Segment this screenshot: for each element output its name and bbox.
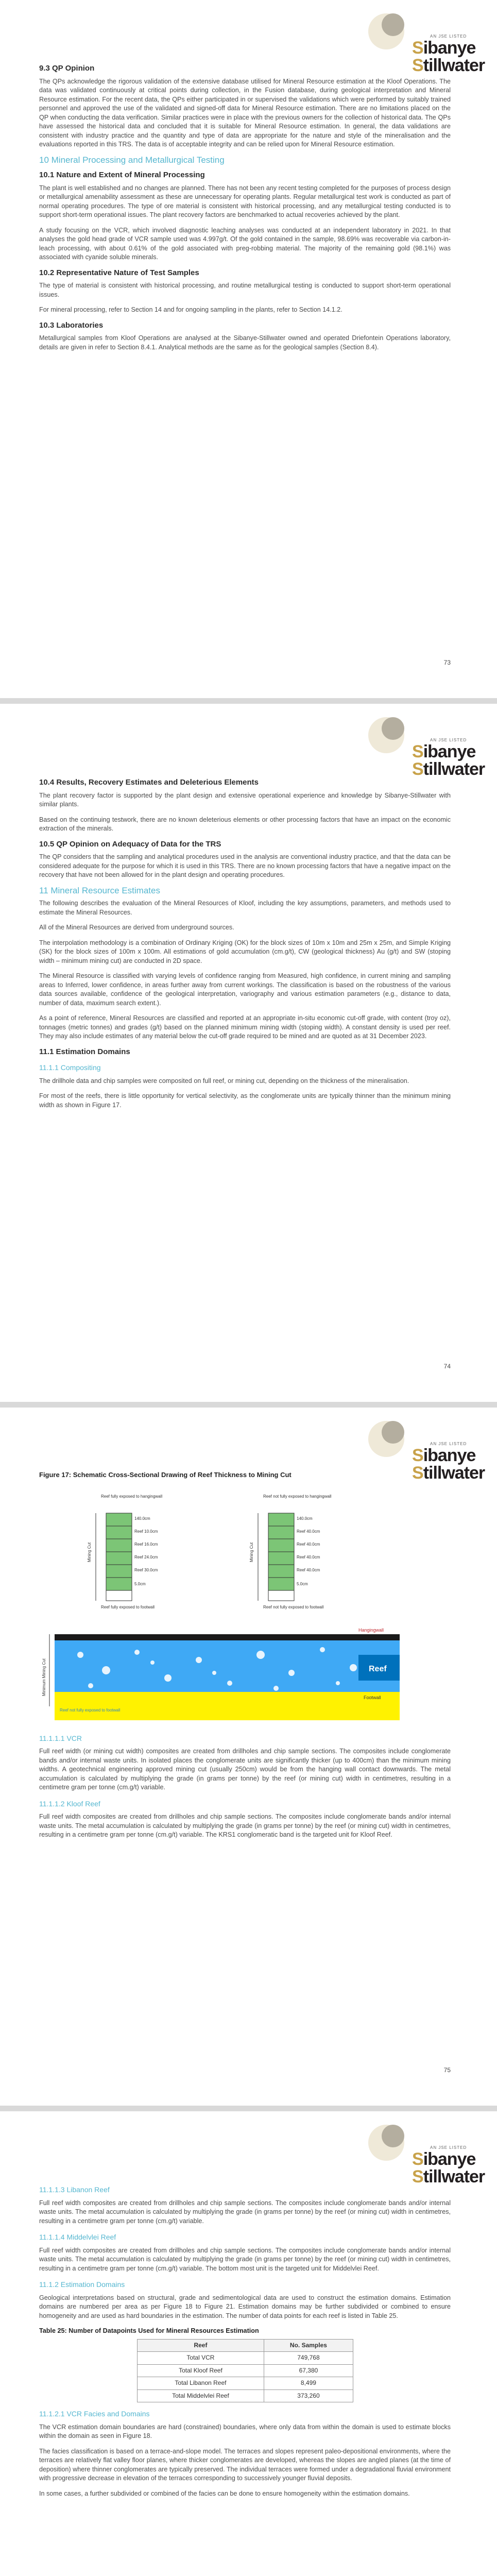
left-top-label: Reef fully exposed to hangingwall xyxy=(101,1494,163,1499)
company-logo: AN JSE LISTED Sibanye Stillwater xyxy=(368,1421,487,1478)
subsection-heading: 10.2 Representative Nature of Test Samples xyxy=(39,268,199,277)
table-cell: 749,768 xyxy=(264,2352,353,2365)
table-cell: Total Kloof Reef xyxy=(137,2364,264,2377)
table-caption: Table 25: Number of Datapoints Used for Mineral Resources Estimation xyxy=(39,2327,259,2334)
subsubsection-heading: 11.1.1.2 Kloof Reef xyxy=(39,1799,100,1808)
paragraph: Based on the continuing testwork, there are no known deleterious elements or other processing factors that have an impact on the economic extraction of the minerals. xyxy=(39,816,451,832)
right-top-label: Reef not fully exposed to hangingwall xyxy=(263,1494,332,1499)
right-bottom-label: Reef not fully exposed to footwall xyxy=(263,1604,324,1609)
table-row xyxy=(137,2377,353,2390)
left-side-label: Mining Cut xyxy=(87,1542,92,1562)
left-level: 5.0cm xyxy=(134,1581,146,1586)
reef-diagram xyxy=(39,1485,451,1727)
paragraph: As a point of reference, Mineral Resources are classified and reported at an appropriate in-situ economic cut-off grade, with content (troy oz), tonnages (metric tonnes) and grades (g/t) based on the planned minimum mining width (stoping width). A constant density is used per reef. They may also include estimates of any material below the cut-off grade required to be mined and are quoted as at 31 December 2023. xyxy=(39,1014,451,1040)
subsection-heading: 10.5 QP Opinion on Adequacy of Data for the TRS xyxy=(39,839,221,849)
paragraph: Full reef width (or mining cut width) composites are created from drillholes and chip sample sections. The composites include conglomerate bands and/or internal waste units. In isolated places the conglomerate units are significantly thicker (up to 400cm) than the minimum mining widths. A geotechnical engineering approved mining cut (usually 250cm) would be from the hanging wall contact downwards. The metal accumulation is calculated by multiplying the grade (in grams per tonne) by the reef (or mining cut) width in centimetres, resulting in a centimetre gram per tonne (cm.g/t) variable. xyxy=(39,1748,451,1791)
page-75 xyxy=(0,1408,497,2106)
table-header: Reef xyxy=(137,2339,264,2352)
left-level: Reef 24.0cm xyxy=(134,1554,158,1560)
subsection-heading: 9.3 QP Opinion xyxy=(39,64,95,73)
subsection-heading: 11.1 Estimation Domains xyxy=(39,1047,130,1056)
paragraph: Geological interpretations based on structural, grade and sedimentological data are used to construct the estimation domains. Estimation domains are numbered per area as per Figure 18 to Figure 21. Estimation domains may be further subdivided or combined to ensure homogeneity and are used as hard boundaries in the estimation. The number of data points for each reef is listed in Table 25. xyxy=(39,2294,451,2319)
table-row xyxy=(137,2389,353,2402)
section-heading: 11 Mineral Resource Estimates xyxy=(39,885,160,895)
page-content xyxy=(39,2178,451,2504)
figure-caption: Figure 17: Schematic Cross-Sectional Drawing of Reef Thickness to Mining Cut xyxy=(39,1471,292,1479)
paragraph: Full reef width composites are created from drillholes and chip sample sections. The composites include conglomerate bands and/or internal waste units. The metal accumulation is calculated by multiplying the grade (in grams per tonne) by the reef (or mining cut) width in centimetres, resulting in a centimetre gram per tonne (cm.g/t) variable. xyxy=(39,2199,451,2225)
page-number: 75 xyxy=(443,2066,451,2074)
paragraph: For most of the reefs, there is little opportunity for vertical selectivity, as the conglomerate units are typically thinner than the minimum mining width as shown in Figure 17. xyxy=(39,1092,451,1109)
section-heading: 10 Mineral Processing and Metallurgical Testing xyxy=(39,155,225,165)
table-row xyxy=(137,2364,353,2377)
left-bottom-label: Reef fully exposed to footwall xyxy=(101,1604,155,1609)
paragraph: The facies classification is based on a terrace-and-slope model. The terraces and slopes represent paleo-depositional environments, where the terraces are relatively flat valley floor planes, where thicker conglomerates are developed, whereas the slopes are angled planes (at the time of deposition) where thinner conglomerates are typically preserved. The individual terraces were formed under a degradational fluvial environment with progressive decrease in elevation of the terraces corresponding to successively younger fluvial deposits. xyxy=(39,2447,451,2482)
page-74 xyxy=(0,704,497,1402)
right-level: 140.0cm xyxy=(297,1516,313,1521)
table-cell: 67,380 xyxy=(264,2364,353,2377)
page-number: 74 xyxy=(443,1363,451,1370)
paragraph: Full reef width composites are created from drillholes and chip sample sections. The composites include conglomerate bands and/or internal waste units. The metal accumulation is calculated by multiplying the grade (in grams per tonne) by the reef (or mining cut) width in centimetres, resulting in a centimetre gram per tonne (cm.g/t) variable. The KRS1 conglomeratic band is the targeted unit for Kloof Reef. xyxy=(39,1813,451,1838)
page-76 xyxy=(0,2111,497,2576)
cross-section xyxy=(42,1628,400,1720)
right-level: Reef 40.0cm xyxy=(297,1541,320,1547)
table-cell: Total VCR xyxy=(137,2352,264,2365)
page-content xyxy=(39,772,451,1116)
paragraph: The QPs acknowledge the rigorous validation of the extensive database utilised for Mineral Resource estimation at the Kloof Operations. The data was validated continuously at critical points during collection, in the Fusion database, during geological interpretation and Mineral Resource estimation. For the recent data, the QPs either participated in or supervised the validations which were performed by suitably trained personnel and approved the use of the validated and signed-off data for Mineral Resource estimation. There are no limitations placed on the QP when conducting the data verification. Similar practices were in place with the previous owners for the collection of historical data. The QPs have assessed the historical data and concluded that it is suitable for Mineral Resource estimation. In general, the data validations are consistent with industry practice and the quantity and type of data are appropriate for the nature and style of the mineralisation and the evaluations reported in this TRS. The data is of acceptable integrity and can be relied upon for Mineral Resource estimation. xyxy=(39,77,451,148)
paragraph: Metallurgical samples from Kloof Operations are analysed at the Sibanye-Stillwater owned and operated Driefontein Operations laboratory, details are given in refer to Section 8.4.1. Analytical methods are the same as for the geological samples (Section 8.4). xyxy=(39,334,451,351)
subsubsection-heading: 11.1.1.4 Middelvlei Reef xyxy=(39,2233,116,2241)
footwall-label: Footwall xyxy=(364,1694,381,1700)
subsubsection-heading: 11.1.1.1 VCR xyxy=(39,1734,82,1742)
subsection-heading: 10.1 Nature and Extent of Mineral Processing xyxy=(39,171,205,179)
company-logo: AN JSE LISTED Sibanye Stillwater xyxy=(368,717,487,774)
paragraph: The type of material is consistent with historical processing, and routine metallurgical testing is conducted to support short-term operational issues. xyxy=(39,282,451,298)
table-cell: 8,499 xyxy=(264,2377,353,2390)
company-logo: AN JSE LISTED Sibanye Stillwater xyxy=(368,13,487,70)
paragraph: For mineral processing, refer to Section 14 and for ongoing sampling in the plants, refer to Section 14.1.2. xyxy=(39,306,342,313)
left-level: Reef 10.0cm xyxy=(134,1529,158,1534)
reef-label: Reef xyxy=(369,1664,387,1673)
left-level: Reef 16.0cm xyxy=(134,1541,158,1547)
table-cell: Total Libanon Reef xyxy=(137,2377,264,2390)
right-level: Reef 40.0cm xyxy=(297,1567,320,1572)
datapoints-table xyxy=(137,2339,353,2403)
paragraph: The Mineral Resource is classified with varying levels of confidence ranging from Measured, high confidence, in current mining and sampling areas to Inferred, lower confidence, in areas further away from current workings. The classification is based on the robustness of the various data sources available, confidence of the geological interpretation, variography and various estimation parameters (e.g., distance to data, number of data, maximum search extent.). xyxy=(39,972,451,1007)
paragraph: The following describes the evaluation of the Mineral Resources of Kloof, including the key assumptions, parameters, and methods used to estimate the Mineral Resources. xyxy=(39,900,451,916)
vertical-label: Minimum Mining Cut xyxy=(42,1658,46,1696)
paragraph: The drillhole data and chip samples were composited on full reef, or mining cut, depending on the thickness of the mineralisation. xyxy=(39,1077,409,1084)
company-logo: AN JSE LISTED Sibanye Stillwater xyxy=(368,2125,487,2181)
hangingwall-label: Hangingwall xyxy=(358,1627,384,1633)
paragraph: The interpolation methodology is a combination of Ordinary Kriging (OK) for the block sizes of 10m x 10m and 25m x 25m, and Simple Kriging (SK) for the block sizes of 100m x 100m. All estimations of gold accumulation (cm.g/t), CW (geological thickness) Au (g/t) and SW (stoping width – minimum mining cut) are conducted in 2D space. xyxy=(39,939,451,964)
subsubsection-heading: 11.1.2 Estimation Domains xyxy=(39,2280,125,2289)
table-row xyxy=(137,2352,353,2365)
page-73 xyxy=(0,0,497,698)
table-cell: 373,260 xyxy=(264,2389,353,2402)
left-level: Reef 30.0cm xyxy=(134,1567,158,1572)
subsubsection-heading: 11.1.1 Compositing xyxy=(39,1063,101,1072)
subsubsection-heading: 11.1.1.3 Libanon Reef xyxy=(39,2185,110,2194)
paragraph: The plant is well established and no changes are planned. There has not been any recent testing completed for the purposes of process design or metallurgical amenability assessment as these are unnecessary for operating plants. Regular metallurgical test work is conducted as part of normal operating procedures. The type of ore material is consistent with historical processing, and any metallurgical testing conducted is to support short-term operational issues. The plant recovery factors are benchmarked to actual recoveries achieved by the plant. xyxy=(39,184,451,218)
right-level: Reef 40.0cm xyxy=(297,1554,320,1560)
not-exposed-label: Reef not fully exposed to footwall xyxy=(60,1707,121,1713)
right-column xyxy=(249,1494,332,1609)
table-cell: Total Middelvlei Reef xyxy=(137,2389,264,2402)
subsection-heading: 10.3 Laboratories xyxy=(39,320,104,330)
page-content xyxy=(39,1470,451,1846)
paragraph: The plant recovery factor is supported by the plant design and extensive operational experience and knowledge by Sibanye-Stillwater with similar plants. xyxy=(39,791,451,808)
right-level: 5.0cm xyxy=(297,1581,308,1586)
right-level: Reef 40.0cm xyxy=(297,1529,320,1534)
paragraph: A study focusing on the VCR, which involved diagnostic leaching analyses was conducted at an independent laboratory in 2021. In that analyses the gold head grade of VCR sample used was 4.997g/t. Of the gold contained in the sample, 98.69% was recoverable via carbon-in-leach processing, with about 0.61% of the gold associated with preg-robbing material. The majority of the remaining gold (98.1%) was associated with cyanide soluble minerals. xyxy=(39,226,451,261)
subsection-heading: 10.4 Results, Recovery Estimates and Deleterious Elements xyxy=(39,778,259,787)
paragraph: Full reef width composites are created from drillholes and chip sample sections. The composites include conglomerate bands and/or internal waste units. The metal accumulation is calculated by multiplying the grade (in grams per tonne) by the reef (or mining cut) width in centimetres, resulting in a centimetre gram per tonne (cm.g/t) variable. The bottom most unit is the targeted unit for Middelvlei Reef. xyxy=(39,2246,451,2272)
left-column xyxy=(87,1494,162,1609)
paragraph: The VCR estimation domain boundaries are hard (constrained) boundaries, where only data from within the domain is used to estimate blocks within the domain as seen in Figure 18. xyxy=(39,2423,451,2439)
page-number: 73 xyxy=(443,659,451,666)
right-side-label: Mining Cut xyxy=(249,1542,254,1562)
left-level: 140.0cm xyxy=(134,1516,150,1521)
subsubsection-heading: 11.1.2.1 VCR Facies and Domains xyxy=(39,2410,150,2418)
reef-thickness-figure xyxy=(39,1485,451,1727)
paragraph: All of the Mineral Resources are derived from underground sources. xyxy=(39,924,234,931)
paragraph: In some cases, a further subdivided or combined of the facies can be done to ensure homogeneity within the estimation domains. xyxy=(39,2489,410,2497)
page-content xyxy=(39,58,451,358)
table-header: No. Samples xyxy=(264,2339,353,2352)
paragraph: The QP considers that the sampling and analytical procedures used in the analysis are conventional industry practice, and that the data can be considered adequate for the purpose for which it is used in this TRS. There are no known processing factors that have a negative impact on the recovery that have not been allowed for in the plant design and operating procedures. xyxy=(39,853,451,878)
